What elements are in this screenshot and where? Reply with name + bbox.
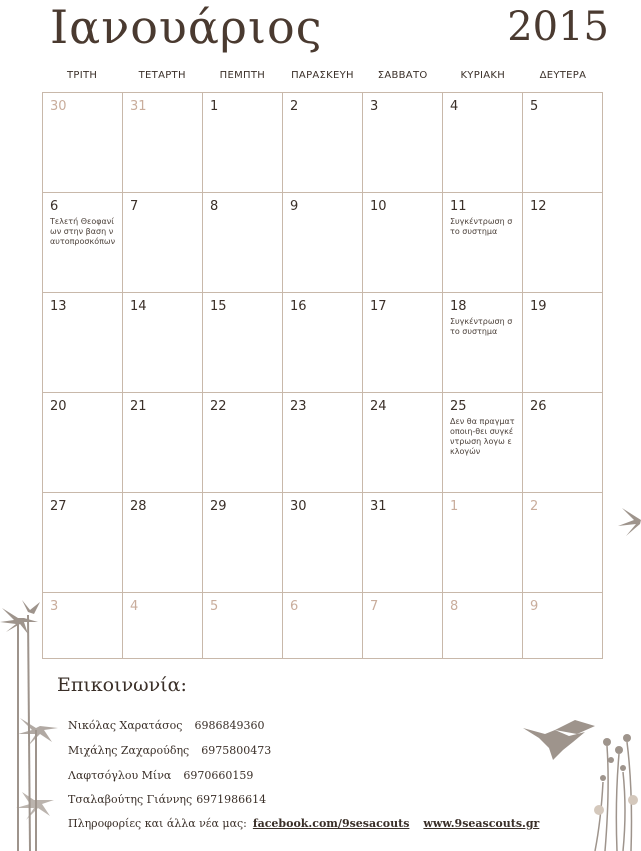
- contact-phone: 6971986614: [196, 793, 267, 806]
- calendar-day-cell: [523, 93, 603, 193]
- calendar-week-row: [43, 593, 603, 659]
- day-number: 8: [210, 199, 219, 214]
- day-number: 7: [130, 199, 139, 214]
- calendar-day-cell: [363, 393, 443, 493]
- calendar-day-cell: [203, 193, 283, 293]
- day-number: 29: [210, 499, 227, 514]
- day-number: 7: [370, 599, 379, 614]
- calendar-week-row: [43, 193, 603, 293]
- calendar-day-cell: [443, 393, 523, 493]
- day-number: 31: [130, 99, 147, 114]
- contact-phone: 6970660159: [183, 769, 254, 782]
- day-number: 24: [370, 399, 387, 414]
- day-number: 18: [450, 299, 467, 314]
- day-number: 16: [290, 299, 307, 314]
- day-number: 25: [450, 399, 467, 414]
- day-number: 4: [450, 99, 459, 114]
- calendar-day-cell-other-month: [123, 93, 203, 193]
- calendar-day-cell: [123, 493, 203, 593]
- info-label: Πληροφορίες και άλλα νέα μας:: [68, 817, 247, 830]
- calendar-day-cell: [363, 493, 443, 593]
- calendar-week-row: [43, 293, 603, 393]
- calendar-day-cell: [283, 293, 363, 393]
- day-number: 10: [370, 199, 387, 214]
- dow-wednesday: ΤΕΤΑΡΤΗ: [138, 70, 186, 81]
- contact-row: [68, 769, 253, 782]
- calendar-day-cell: [283, 493, 363, 593]
- day-number: 13: [50, 299, 67, 314]
- day-number: 19: [530, 299, 547, 314]
- calendar-week-row: [43, 393, 603, 493]
- info-line: [68, 817, 539, 830]
- contact-name: Λαφτσόγλου Μίνα: [68, 769, 172, 782]
- calendar-day-cell: [123, 193, 203, 293]
- facebook-link[interactable]: facebook.com/9sesacouts: [252, 817, 410, 830]
- calendar-day-cell: [43, 393, 123, 493]
- calendar-day-cell: [443, 293, 523, 393]
- calendar-day-cell: [363, 93, 443, 193]
- day-number: 4: [130, 599, 139, 614]
- calendar-day-cell: [363, 193, 443, 293]
- day-number: 21: [130, 399, 147, 414]
- calendar-day-cell: [43, 293, 123, 393]
- calendar-day-cell: [523, 393, 603, 493]
- day-number: 3: [370, 99, 379, 114]
- day-number: 15: [210, 299, 227, 314]
- calendar-day-cell-other-month: [43, 93, 123, 193]
- day-number: 28: [130, 499, 147, 514]
- day-number: 17: [370, 299, 387, 314]
- day-number: 5: [210, 599, 219, 614]
- calendar-day-cell: [43, 493, 123, 593]
- plant-decoration-left-icon: [0, 600, 80, 851]
- day-number: 2: [290, 99, 299, 114]
- website-link[interactable]: www.9seascouts.gr: [423, 817, 540, 830]
- calendar-day-cell-other-month: [283, 593, 363, 659]
- day-number: 1: [450, 499, 459, 514]
- day-number: 9: [290, 199, 299, 214]
- calendar-day-cell: [443, 193, 523, 293]
- day-number: 20: [50, 399, 67, 414]
- contact-title: Επικοινωνία:: [57, 674, 187, 696]
- calendar-day-cell: [203, 493, 283, 593]
- calendar-day-cell: [123, 293, 203, 393]
- event-note: Συγκέντρωση στο συστημα: [450, 317, 513, 336]
- year-title: 2015: [507, 4, 609, 50]
- contact-row: [68, 793, 266, 806]
- hummingbird-decoration-icon: [515, 690, 641, 851]
- calendar-day-cell-other-month: [123, 593, 203, 659]
- contact-name: Μιχάλης Ζαχαρούδης: [68, 744, 190, 757]
- contact-phone: 6986849360: [194, 719, 265, 732]
- calendar-day-cell: [123, 393, 203, 493]
- calendar-day-cell-other-month: [203, 593, 283, 659]
- dow-thursday: ΠΕΜΠΤΗ: [219, 70, 266, 81]
- calendar-day-cell: [283, 393, 363, 493]
- calendar-day-cell: [283, 93, 363, 193]
- dow-friday: ΠΑΡΑΣΚΕΥΗ: [291, 70, 354, 81]
- day-number: 2: [530, 499, 539, 514]
- day-number: 27: [50, 499, 67, 514]
- contact-name: Τσαλαβούτης Γιάννης: [68, 793, 193, 806]
- calendar-day-cell-other-month: [363, 593, 443, 659]
- dow-tuesday: ΤΡΙΤΗ: [66, 70, 98, 81]
- calendar-day-cell: [283, 193, 363, 293]
- day-number: 30: [290, 499, 307, 514]
- day-number: 6: [290, 599, 299, 614]
- calendar-day-cell-other-month: [443, 493, 523, 593]
- month-title: Ιανουάριος: [50, 0, 323, 54]
- day-number: 26: [530, 399, 547, 414]
- day-number: 14: [130, 299, 147, 314]
- day-number: 23: [290, 399, 307, 414]
- calendar-day-cell: [43, 193, 123, 293]
- day-number: 11: [450, 199, 467, 214]
- calendar-day-cell: [203, 393, 283, 493]
- event-note: Τελετή Θεοφανίων στην βαση ναυτοπροσκόπων: [50, 217, 116, 246]
- day-number: 6: [50, 199, 59, 214]
- event-note: Δεν θα πραγματοποιη-θει συγκέντρωση λογω εκλογών: [450, 417, 515, 456]
- calendar-day-cell: [523, 293, 603, 393]
- day-number: 31: [370, 499, 387, 514]
- contact-name: Νικόλας Χαρατάσος: [68, 719, 183, 732]
- dow-monday: ΔΕΥΤΕΡΑ: [539, 70, 587, 81]
- calendar-day-cell-other-month: [443, 593, 523, 659]
- contact-phone: 6975800473: [201, 744, 272, 757]
- contact-row: [68, 744, 271, 757]
- day-number: 1: [210, 99, 219, 114]
- calendar-day-cell: [363, 293, 443, 393]
- day-number: 8: [450, 599, 459, 614]
- calendar-week-row: [43, 93, 603, 193]
- day-number: 3: [50, 599, 59, 614]
- day-number: 22: [210, 399, 227, 414]
- calendar-week-row: [43, 493, 603, 593]
- contact-row: [68, 719, 264, 732]
- calendar-grid: [42, 92, 603, 659]
- calendar-day-cell: [443, 93, 523, 193]
- dow-saturday: ΣΑΒΒΑΤΟ: [377, 70, 428, 81]
- plant-decoration-right-icon: [612, 500, 641, 540]
- calendar-day-cell: [203, 293, 283, 393]
- calendar-day-cell: [203, 93, 283, 193]
- day-number: 12: [530, 199, 547, 214]
- calendar-day-cell-other-month: [523, 493, 603, 593]
- day-number: 9: [530, 599, 539, 614]
- dow-sunday: ΚΥΡΙΑΚΗ: [460, 70, 506, 81]
- calendar-day-cell-other-month: [523, 593, 603, 659]
- event-note: Συγκέντρωση στο συστημα: [450, 217, 513, 236]
- calendar-day-cell: [523, 193, 603, 293]
- day-number: 30: [50, 99, 67, 114]
- days-of-week-header: [42, 70, 603, 90]
- day-number: 5: [530, 99, 539, 114]
